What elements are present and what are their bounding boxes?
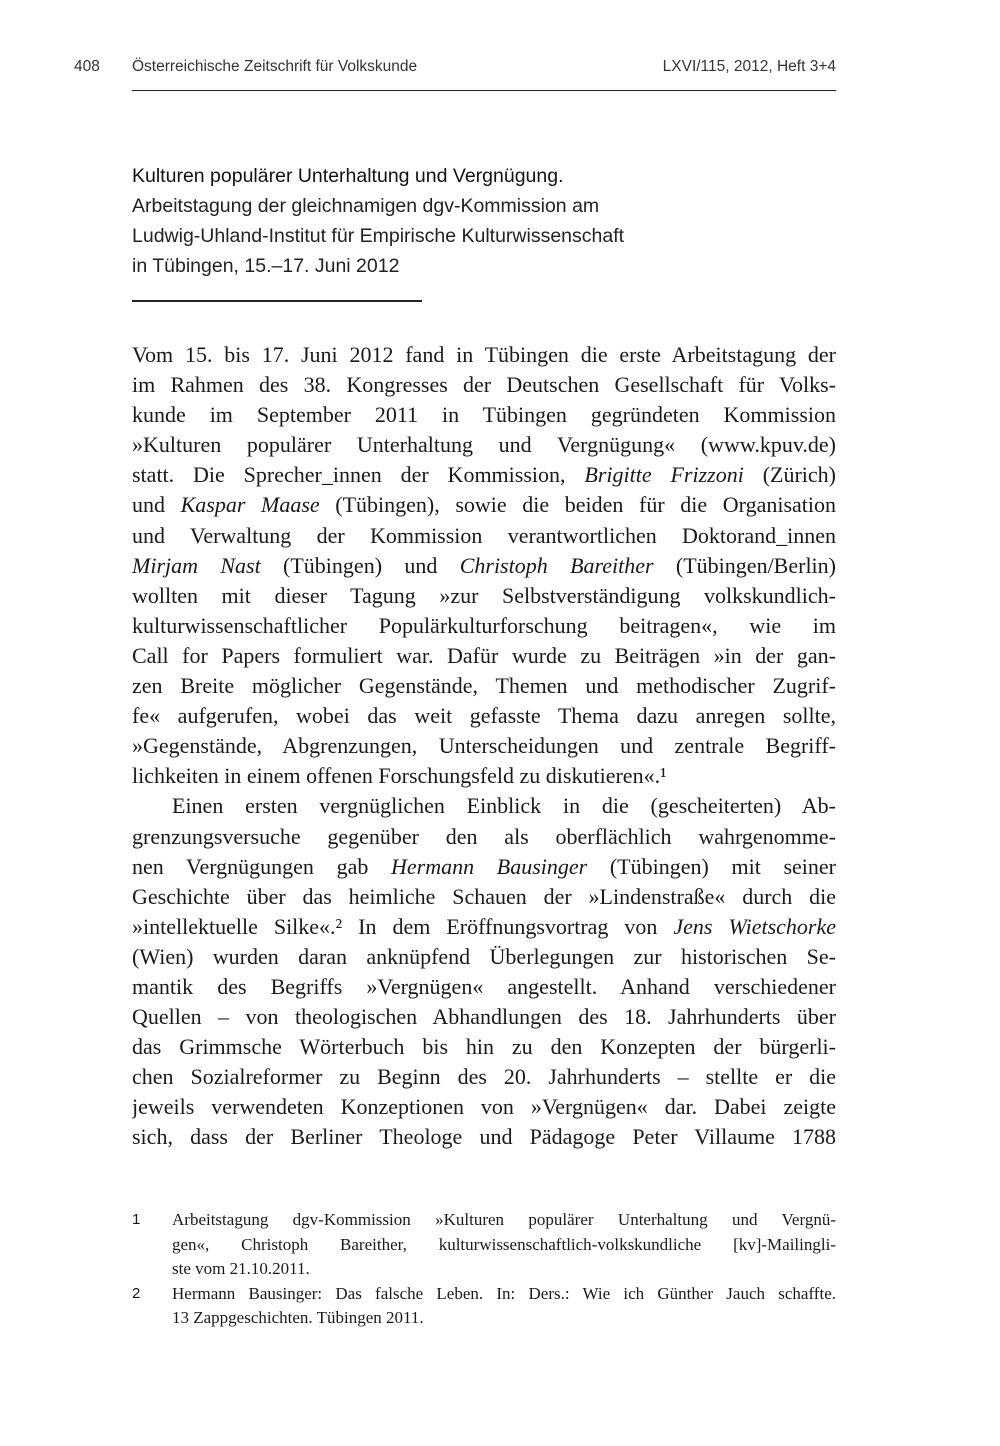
person-name: Jens Wietschorke <box>673 913 836 939</box>
text-line <box>132 611 836 641</box>
text-line <box>132 430 836 460</box>
text-line <box>132 581 836 611</box>
text-run: statt. Die Sprecher_innen der Kommission, <box>132 462 585 488</box>
paragraph <box>132 340 836 791</box>
person-name: Kaspar Maase <box>180 492 320 518</box>
text-line <box>132 641 836 671</box>
text-run: Vom 15. bis 17. Juni 2012 fand in Tübingen die erste Arbeitstagung der <box>132 342 836 367</box>
text-run: Call for Papers formuliert war. Dafür wurde zu Beiträgen »in der gan- <box>132 642 836 668</box>
person-name: Brigitte Frizzoni <box>584 462 744 488</box>
title-rule <box>132 300 422 302</box>
text-run: »Gegenstände, Abgrenzungen, Unterscheidungen und zentrale Begriff- <box>132 733 836 759</box>
text-line <box>132 822 836 852</box>
page-number: 408 <box>74 58 100 75</box>
text-line <box>132 761 836 791</box>
text-line <box>132 1122 836 1152</box>
person-name: Hermann Bausinger <box>391 853 588 879</box>
text-run: im Rahmen des 38. Kongresses der Deutschen Gesellschaft für Volks- <box>132 372 836 398</box>
header-rule <box>132 90 836 91</box>
text-run: (Wien) wurden daran anknüpfend Überlegungen zur historischen Se- <box>132 943 836 969</box>
text-run: »intellektuelle Silke«.² In dem Eröffnungsvortrag von <box>132 913 674 939</box>
text-run: das Grimmsche Wörterbuch bis hin zu den Konzepten der bürgerli- <box>132 1034 836 1060</box>
text-run: sich, dass der Berliner Theologe und Pädagoge Peter Villaume 1788 <box>132 1124 836 1150</box>
text-line <box>132 340 836 370</box>
text-run: jeweils verwendeten Konzeptionen von »Vergnügen« dar. Dabei zeigte <box>132 1094 836 1120</box>
footnote-number: 1 <box>132 1211 141 1228</box>
text-run: kunde im September 2011 in Tübingen gegründeten Kommission <box>132 402 836 428</box>
text-run: lichkeiten in einem offenen Forschungsfeld zu diskutieren«.¹ <box>132 763 667 789</box>
person-name: Christoph Bareither <box>459 552 654 578</box>
text-line <box>132 521 836 551</box>
article-subtitle-line: Arbeitstagung der gleichnamigen dgv-Kommission am <box>132 195 600 217</box>
text-run: zen Breite möglicher Gegenstände, Themen und methodischer Zugrif- <box>132 673 836 699</box>
person-name: Mirjam Nast <box>132 552 261 578</box>
body-text <box>132 340 836 1153</box>
footnotes <box>132 1208 836 1331</box>
text-run: wollten mit dieser Tagung »zur Selbstverständigung volkskundlich- <box>132 582 836 608</box>
text-run: »Kulturen populärer Unterhaltung und Vergnügung« (www.kpuv.de) <box>132 432 836 458</box>
text-line <box>132 882 836 912</box>
text-run: und <box>132 492 181 518</box>
text-run: (Tübingen) mit seiner <box>587 853 836 879</box>
footnote-line: gen«, Christoph Bareither, kulturwissenschaftlich-volkskundliche [kv]-Mailingli- <box>172 1234 836 1254</box>
footnote-line: Arbeitstagung dgv-Kommission »Kulturen populärer Unterhaltung und Vergnü- <box>172 1210 836 1229</box>
text-run: chen Sozialreformer zu Beginn des 20. Jahrhunderts – stellte er die <box>132 1064 836 1090</box>
text-run: Quellen – von theologischen Abhandlungen des 18. Jahrhunderts über <box>132 1004 836 1030</box>
text-run: (Tübingen), sowie die beiden für die Organisation <box>319 492 836 518</box>
text-run: kulturwissenschaftlicher Populärkulturforschung beitragen«, wie im <box>132 612 836 638</box>
text-line <box>132 972 836 1002</box>
text-line <box>132 791 836 821</box>
article-subtitle-line: in Tübingen, 15.–17. Juni 2012 <box>132 255 400 277</box>
text-line <box>132 370 836 400</box>
issue-info: LXVI/115, 2012, Heft 3+4 <box>662 58 836 75</box>
article-subtitle-line: Ludwig-Uhland-Institut für Empirische Kulturwissenschaft <box>132 225 625 247</box>
footnote <box>132 1208 836 1282</box>
text-line <box>132 1032 836 1062</box>
text-line <box>132 1062 836 1092</box>
text-line <box>132 551 836 581</box>
text-line <box>132 490 836 520</box>
text-line <box>132 460 836 490</box>
footnote-line: ste vom 21.10.2011. <box>172 1259 310 1279</box>
text-line <box>132 400 836 430</box>
article-title: Kulturen populärer Unterhaltung und Vergnügung. <box>132 165 564 187</box>
text-run: nen Vergnügungen gab <box>132 853 391 879</box>
text-line <box>132 1092 836 1122</box>
footnote-line: 13 Zappgeschichten. Tübingen 2011. <box>172 1308 424 1328</box>
text-line <box>132 852 836 882</box>
text-line <box>132 731 836 761</box>
text-run: mantik des Begriffs »Vergnügen« angestellt. Anhand verschiedener <box>132 973 836 999</box>
paragraph <box>132 791 836 1152</box>
footnote-line: Hermann Bausinger: Das falsche Leben. In: Ders.: Wie ich Günther Jauch schaffte. <box>172 1283 836 1303</box>
text-line <box>132 912 836 942</box>
text-run: fe« aufgerufen, wobei das weit gefasste Thema dazu anregen sollte, <box>132 703 836 729</box>
journal-title: Österreichische Zeitschrift für Volkskunde <box>132 58 418 75</box>
text-line <box>132 1002 836 1032</box>
text-run: (Zürich) <box>743 462 836 488</box>
text-line <box>132 671 836 701</box>
footnote <box>132 1282 836 1331</box>
text-run: (Tübingen/Berlin) <box>653 552 836 578</box>
text-run: grenzungsversuche gegenüber den als oberflächlich wahrgenomme- <box>132 823 836 849</box>
footnote-number: 2 <box>132 1284 141 1302</box>
text-run: Geschichte über das heimliche Schauen der »Lindenstraße« durch die <box>132 883 836 909</box>
text-line <box>132 942 836 972</box>
text-line <box>132 701 836 731</box>
text-run: (Tübingen) und <box>260 552 460 578</box>
running-head <box>0 58 1000 80</box>
text-run: und Verwaltung der Kommission verantwortlichen Doktorand_innen <box>132 522 836 548</box>
article-heading <box>132 161 836 281</box>
text-run: Einen ersten vergnüglichen Einblick in die (gescheiterten) Ab- <box>172 793 836 819</box>
